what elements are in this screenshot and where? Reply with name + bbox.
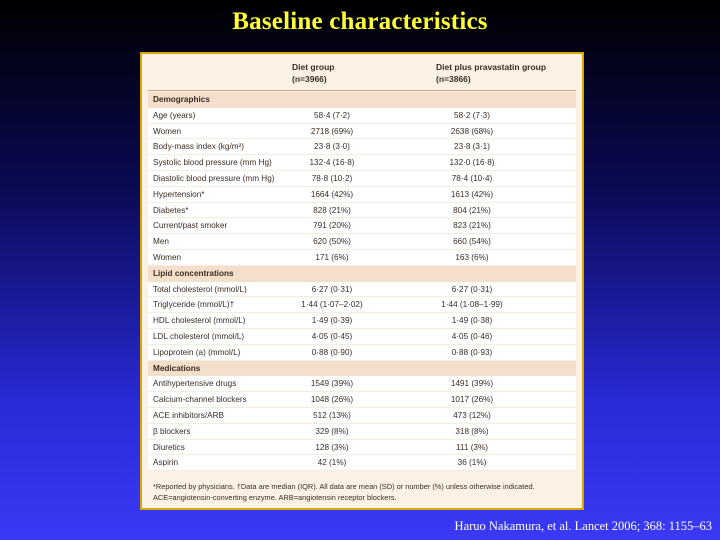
- row-label: Diastolic blood pressure (mm Hg): [153, 173, 275, 183]
- table-row: [148, 218, 576, 234]
- pravastatin-value: 318 (8%): [455, 426, 489, 436]
- table-row: [148, 440, 576, 456]
- diet-value: 828 (21%): [313, 205, 351, 215]
- table-row: [148, 171, 576, 187]
- row-label: Diabetes*: [153, 205, 189, 215]
- section-label: Medications: [153, 363, 201, 373]
- pravastatin-value: 6·27 (0·31): [451, 284, 493, 294]
- diet-value: 0·88 (0·90): [311, 347, 353, 357]
- row-label: Antihypertensive drugs: [153, 379, 237, 389]
- section-header-row: [148, 92, 576, 108]
- diet-value: 6·27 (0·31): [311, 284, 353, 294]
- row-label: Current/past smoker: [153, 221, 228, 231]
- pravastatin-value: 111 (3%): [455, 442, 488, 452]
- baseline-table: [140, 52, 584, 510]
- diet-value: 23·8 (3·0): [314, 142, 350, 152]
- column-header-diet-name: Diet group: [292, 62, 335, 72]
- pravastatin-value: 36 (1%): [457, 458, 487, 468]
- table-row: [148, 408, 576, 424]
- table-row: [148, 250, 576, 266]
- row-label: LDL cholesterol (mmol/L): [153, 331, 245, 341]
- slide-title: Baseline characteristics: [232, 8, 488, 35]
- table-row: [148, 234, 576, 250]
- diet-value: 2718 (69%): [310, 126, 354, 136]
- column-header-diet-n: (n=3966): [292, 74, 327, 84]
- diet-value: 78·8 (10·2): [311, 173, 353, 183]
- table-row: [148, 392, 576, 408]
- pravastatin-value: 1017 (26%): [450, 395, 494, 405]
- section-label: Demographics: [153, 95, 210, 104]
- diet-value: 1664 (42%): [310, 189, 354, 199]
- citation: Haruo Nakamura, et al. Lancet 2006; 368: 1155–63: [454, 519, 712, 533]
- row-label: Hypertension*: [153, 189, 205, 199]
- pravastatin-value: 78·4 (10·4): [451, 173, 493, 183]
- row-label: Triglyceride (mmol/L)†: [153, 300, 235, 310]
- pravastatin-value: 1491 (39%): [450, 379, 494, 389]
- table-row: [148, 203, 576, 219]
- row-label: Lipoprotein (a) (mmol/L): [153, 347, 241, 357]
- row-label: Men: [153, 237, 169, 247]
- section-header-row: [148, 361, 576, 377]
- section-header-row: [148, 266, 576, 282]
- header-divider: [148, 90, 576, 91]
- row-label: Total cholesterol (mmol/L): [153, 284, 247, 294]
- pravastatin-value: 473 (12%): [453, 410, 491, 420]
- row-label: Aspirin: [153, 458, 179, 468]
- row-label: Age (years): [153, 110, 196, 120]
- row-label: Women: [153, 252, 182, 262]
- pravastatin-value: 823 (21%): [453, 221, 491, 231]
- row-label: Body-mass index (kg/m²): [153, 142, 244, 152]
- table-row: [148, 124, 576, 140]
- diet-value: 132·4 (16·8): [309, 158, 355, 168]
- pravastatin-value: 0·88 (0·93): [451, 347, 493, 357]
- table-row: [148, 187, 576, 203]
- table-row: [148, 424, 576, 440]
- pravastatin-value: 132·0 (16·8): [449, 158, 495, 168]
- column-header-pravastatin-name: Diet plus pravastatin group: [436, 62, 547, 72]
- pravastatin-value: 4·05 (0·46): [451, 331, 493, 341]
- diet-value: 1048 (26%): [310, 395, 354, 405]
- diet-value: 1·44 (1·07–2·02): [301, 300, 363, 310]
- column-header-pravastatin-n: (n=3866): [436, 74, 471, 84]
- diet-value: 171 (6%): [315, 252, 349, 262]
- diet-value: 42 (1%): [317, 458, 347, 468]
- row-label: ACE inhibitors/ARB: [153, 410, 224, 420]
- pravastatin-value: 660 (54%): [453, 237, 491, 247]
- pravastatin-value: 1·44 (1·08–1·99): [441, 300, 503, 310]
- table-row: [148, 376, 576, 392]
- pravastatin-value: 2638 (68%): [450, 126, 494, 136]
- diet-value: 329 (8%): [315, 426, 349, 436]
- row-label: Diuretics: [153, 442, 185, 452]
- column-header-pravastatin: [436, 61, 546, 85]
- row-label: HDL cholesterol (mmol/L): [153, 316, 246, 326]
- pravastatin-value: 23·8 (3·1): [454, 142, 490, 152]
- table-row: [148, 455, 576, 471]
- table-row: [148, 313, 576, 329]
- diet-value: 58·4 (7·2): [314, 110, 350, 120]
- footnote-line-2: ACE=angiotensin-converting enzyme. ARB=angiotensin receptor blockers.: [153, 492, 397, 502]
- table-row: [148, 297, 576, 313]
- pravastatin-value: 804 (21%): [453, 205, 491, 215]
- table-row: [148, 139, 576, 155]
- row-label: Calcium-channel blockers: [153, 395, 247, 405]
- footnote-line-1: *Reported by physicians. †Data are median (IQR). All data are mean (SD) or number (%) unless otherwise indicated.: [153, 482, 535, 491]
- table-row: [148, 108, 576, 124]
- row-label: Systolic blood pressure (mm Hg): [153, 158, 272, 168]
- table-row: [148, 329, 576, 345]
- table-row: [148, 155, 576, 171]
- diet-value: 128 (3%): [315, 442, 349, 452]
- diet-value: 4·05 (0·45): [311, 331, 353, 341]
- table-row: [148, 282, 576, 298]
- diet-value: 512 (13%): [313, 410, 351, 420]
- pravastatin-value: 1·49 (0·38): [451, 316, 493, 326]
- column-header-diet: [292, 61, 335, 85]
- diet-value: 1·49 (0·39): [311, 316, 353, 326]
- table-body: [148, 92, 576, 471]
- table-row: [148, 345, 576, 361]
- row-label: Women: [153, 126, 182, 136]
- pravastatin-value: 1613 (42%): [450, 189, 494, 199]
- pravastatin-value: 163 (6%): [455, 252, 489, 262]
- pravastatin-value: 58·2 (7·3): [454, 110, 490, 120]
- diet-value: 791 (20%): [313, 221, 351, 231]
- section-label: Lipid concentrations: [153, 268, 234, 278]
- diet-value: 620 (50%): [313, 237, 351, 247]
- row-label: β blockers: [153, 426, 191, 436]
- table-footnote: [148, 482, 576, 503]
- diet-value: 1549 (39%): [310, 379, 354, 389]
